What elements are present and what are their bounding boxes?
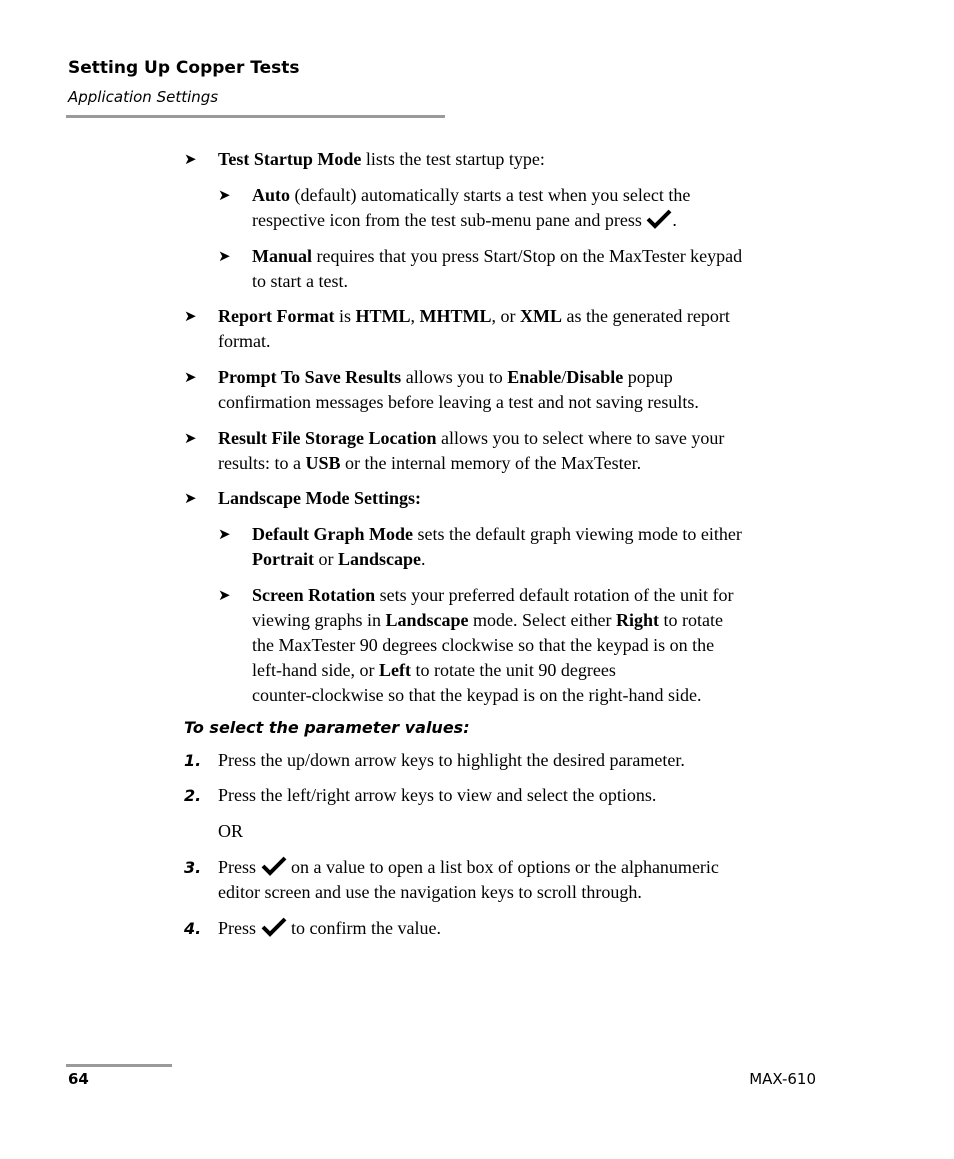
page-number: 64 [68, 1070, 89, 1088]
term: Auto [252, 185, 291, 205]
step-number: 3. [184, 858, 202, 877]
checkmark-icon [261, 917, 287, 937]
arrowhead-bullet-icon: ➤ [184, 307, 197, 325]
header-rule [66, 115, 445, 118]
term: Test Startup Mode [218, 149, 362, 169]
bullet-report-format: Report Format is HTML, MHTML, or XML as the generated report format. [218, 306, 730, 351]
bullet-manual: Manual requires that you press Start/Stop on the MaxTester keypad to start a test. [252, 246, 743, 291]
footer-rule [66, 1064, 172, 1067]
arrowhead-bullet-icon: ➤ [184, 150, 197, 168]
term: Report Format [218, 306, 335, 326]
term: Screen Rotation [252, 585, 376, 605]
arrowhead-bullet-icon: ➤ [218, 586, 231, 604]
bullet-test-startup-mode: Test Startup Mode lists the test startup type: [218, 149, 545, 169]
arrowhead-bullet-icon: ➤ [184, 429, 197, 447]
step-2: Press the left/right arrow keys to view and select the options. [218, 785, 657, 805]
checkmark-icon [646, 209, 672, 229]
step-4: Press to confirm the value. [218, 918, 441, 938]
running-header-subtitle: Application Settings [68, 88, 219, 106]
step-number: 1. [184, 751, 202, 770]
bullet-default-graph-mode: Default Graph Mode sets the default graph viewing mode to either Portrait or Landscape. [252, 524, 742, 569]
or-separator: OR [218, 821, 244, 841]
arrowhead-bullet-icon: ➤ [184, 368, 197, 386]
step-1: Press the up/down arrow keys to highlight the desired parameter. [218, 750, 685, 770]
step-number: 4. [184, 919, 202, 938]
term: Manual [252, 246, 313, 266]
bullet-landscape-settings [218, 486, 421, 511]
bullet-prompt-to-save: Prompt To Save Results allows you to Enable/Disable popup confirmation messages before leaving a test and not saving results. [218, 367, 699, 412]
arrowhead-bullet-icon: ➤ [218, 525, 231, 543]
bullet-screen-rotation: Screen Rotation sets your preferred default rotation of the unit for viewing graphs in Landscape mode. Select either Right to rotate the MaxTester 90 degrees clockwise so that the keypad is on the left-hand side, or Left to rotate the unit 90 degrees counter-clockwise so that the keypad is on the right-hand side. [252, 585, 734, 705]
product-model: MAX-610 [749, 1070, 816, 1088]
arrowhead-bullet-icon: ➤ [218, 247, 231, 265]
arrowhead-bullet-icon: ➤ [218, 186, 231, 204]
bullet-auto: Auto (default) automatically starts a test when you select the respective icon from the test sub-menu pane and press . [252, 185, 691, 230]
term: Prompt To Save Results [218, 367, 402, 387]
term: Default Graph Mode [252, 524, 413, 544]
term: Landscape Mode Settings: [218, 488, 422, 508]
step-3: Press on a value to open a list box of options or the alphanumeric editor screen and use the navigation keys to scroll through. [218, 857, 719, 902]
arrowhead-bullet-icon: ➤ [184, 489, 197, 507]
step-number: 2. [184, 786, 202, 805]
checkmark-icon [261, 856, 287, 876]
bullet-result-storage: Result File Storage Location allows you to select where to save your results: to a USB or the internal memory of the MaxTester. [218, 428, 725, 473]
running-header-title: Setting Up Copper Tests [68, 58, 300, 78]
procedure-heading: To select the parameter values: [184, 718, 470, 737]
term: Result File Storage Location [218, 428, 437, 448]
